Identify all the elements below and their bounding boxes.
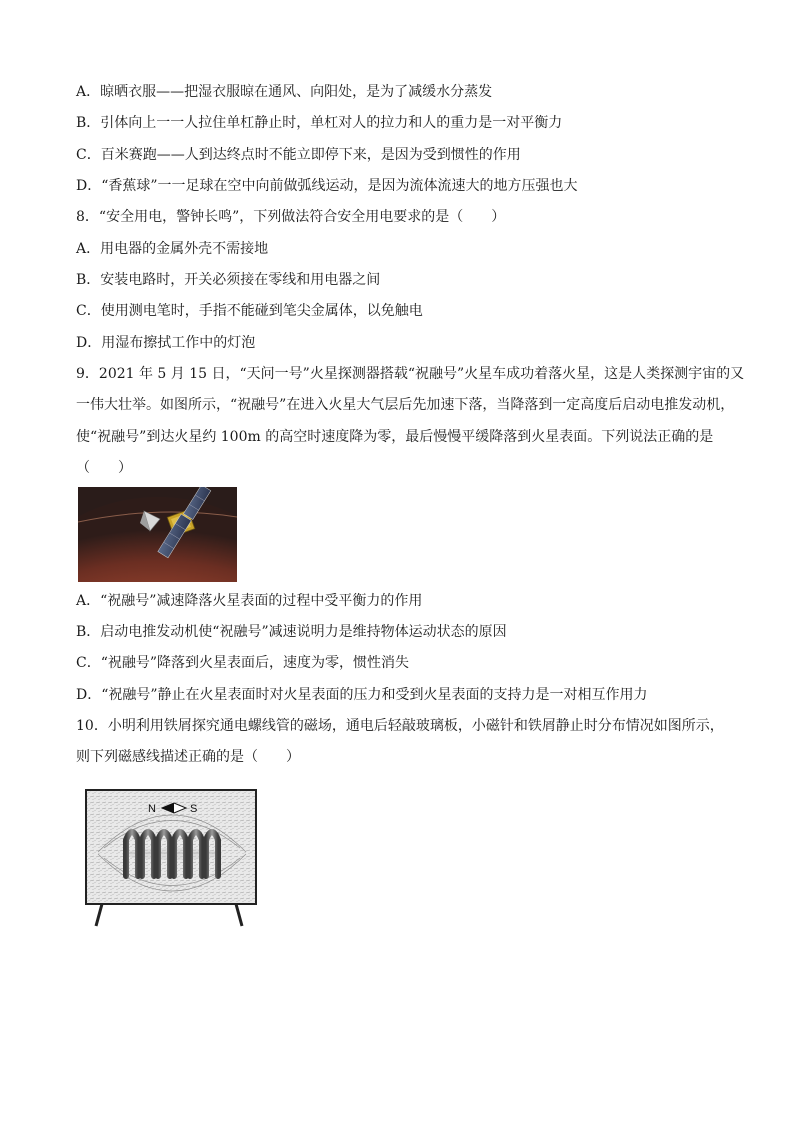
q9-option-d: D．“祝融号”静止在火星表面时对火星表面的压力和受到火星表面的支持力是一对相互作用力 <box>76 687 648 703</box>
q9-stem-line-1: 9．2021 年 5 月 15 日，“天问一号”火星探测器搭载“祝融号”火星车成功着落火星，这是人类探测宇宙的又 <box>76 366 745 382</box>
q9-option-a: A．“祝融号”减速降落火星表面的过程中受平衡力的作用 <box>76 593 423 609</box>
q8-option-c: C．使用测电笔时，手指不能碰到笔尖金属体，以免触电 <box>76 303 423 319</box>
q8-option-b: B．安装电路时，开关必须接在零线和用电器之间 <box>76 272 381 288</box>
q8-option-d: D．用湿布擦拭工作中的灯泡 <box>76 335 256 351</box>
mars-probe-illustration <box>78 487 237 582</box>
q9-stem-line-2: 一伟大壮举。如图所示，“祝融号”在进入火星大气层后先加速下落，当降落到一定高度后启动电推发动机， <box>76 397 735 413</box>
q9-option-c: C．“祝融号”降落到火星表面后，速度为零，惯性消失 <box>76 655 410 671</box>
q7-option-d: D．“香蕉球”一一足球在空中向前做弧线运动，是因为流体流速大的地方压强也大 <box>76 178 578 194</box>
q7-option-a: A．晾晒衣服——把湿衣服晾在通风、向阳处，是为了减缓水分蒸发 <box>76 84 493 100</box>
solenoid-iron-filings-figure <box>84 788 260 928</box>
q7-option-b: B．引体向上一一人拉住单杠静止时，单杠对人的拉力和人的重力是一对平衡力 <box>76 115 563 131</box>
q10-stem-line-2: 则下列磁感线描述正确的是（ ） <box>76 749 300 765</box>
compass-s-label: S <box>190 803 198 815</box>
compass-n-label: N <box>148 803 156 815</box>
q8-stem: 8．“安全用电，警钟长鸣”，下列做法符合安全用电要求的是（ ） <box>76 209 506 225</box>
q9-stem-line-4: （ ） <box>76 460 132 476</box>
q8-option-a: A．用电器的金属外壳不需接地 <box>76 241 269 257</box>
solenoid-coil-icon <box>122 832 222 876</box>
q9-stem-line-3: 使“祝融号”到达火星约 100m 的高空时速度降为零，最后慢慢平缓降落到火星表面。下列说法正确的是 <box>76 429 714 445</box>
q7-option-c: C．百米赛跑——人到达终点时不能立即停下来，是因为受到惯性的作用 <box>76 147 521 163</box>
q9-option-b: B．启动电推发动机使“祝融号”减速说明力是维持物体运动状态的原因 <box>76 624 507 640</box>
q10-stem-line-1: 10．小明利用铁屑探究通电螺线管的磁场，通电后轻敲玻璃板，小磁针和铁屑静止时分布情况如图所示， <box>76 718 724 734</box>
mars-probe-figure <box>78 487 237 582</box>
solenoid-illustration <box>84 788 260 928</box>
